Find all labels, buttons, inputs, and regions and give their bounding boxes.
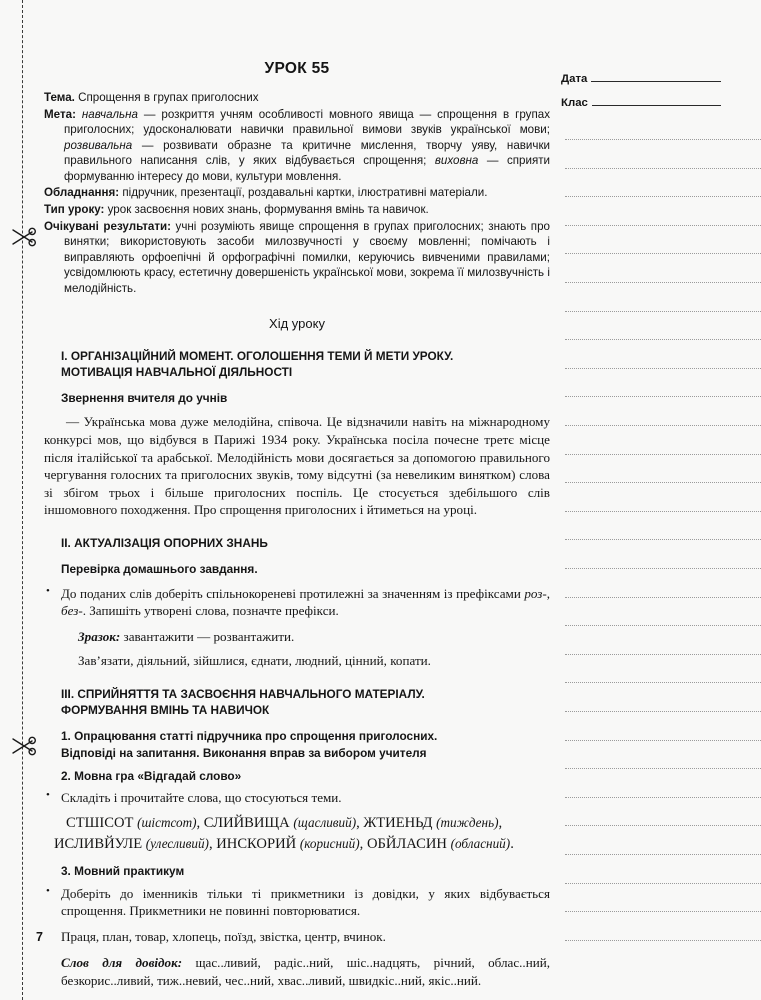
note-dotted-line[interactable] [565, 282, 761, 283]
section-three-practicum [44, 885, 550, 990]
meta-label-results: Очікувані результати: [44, 219, 171, 233]
meta-row-results [44, 219, 550, 297]
note-dotted-line[interactable] [565, 625, 761, 626]
sep-6: . [510, 835, 514, 852]
meta-text-results: учні розуміють явище спрощення в групах приголосних; знають про винятки; використовують засоби милозвучності у своєму мовленні; помічають і виправляють орфоепічні й орфографічні помилки, керуючись вивченими правилами; усвідомлюють красу, естетичну довершеність української мови, зокрема її милозвучність і мелодійність. [64, 219, 550, 295]
section-two-body [44, 585, 550, 670]
note-dotted-line[interactable] [565, 168, 761, 169]
note-dotted-line[interactable] [565, 911, 761, 912]
meta-label-type: Тип уроку: [44, 203, 105, 217]
meta-text-equipment: підручник, презентації, роздавальні картки, ілюстративні матеріали. [119, 186, 488, 200]
date-field[interactable] [561, 72, 721, 85]
meta-row-equipment [44, 185, 550, 201]
scrambled-word-6: ОБЙЛАСИН [366, 835, 447, 852]
word-list-row: Зав’язати, діяльний, зійшлися, єднати, людний, цінний, копати. [78, 653, 431, 669]
cut-dashed-line [22, 0, 23, 1000]
scrambled-word-3: ЖТИЕНЬД [363, 814, 433, 831]
sep-2: , [356, 814, 364, 831]
note-dotted-line[interactable] [565, 396, 761, 397]
goal-type-educational: виховна [434, 154, 479, 168]
sep-1: , [196, 814, 204, 831]
task-text-post: . Запишіть утворені слова, позначте префікси. [82, 603, 339, 619]
class-write-line[interactable] [592, 96, 721, 106]
note-dotted-line[interactable] [565, 225, 761, 226]
prefix-bez: без- [61, 603, 83, 619]
sep-5: , [359, 835, 367, 852]
note-dotted-line[interactable] [565, 196, 761, 197]
meta-row-theme [44, 90, 550, 106]
answer-word-3: (тиждень) [436, 814, 499, 830]
answer-word-4: (улесливий) [145, 835, 209, 851]
scrambled-words-block [44, 813, 550, 854]
subheading-item-two: 2. Мовна гра «Відгадай слово» [61, 769, 242, 783]
note-dotted-line[interactable] [565, 654, 761, 655]
task-sep: , [546, 585, 550, 601]
page-number: 7 [36, 930, 43, 944]
sep-3: , [498, 814, 503, 831]
notes-rail [555, 0, 761, 1000]
list-item [44, 585, 550, 620]
subheading-item-one [44, 728, 550, 761]
note-dotted-line[interactable] [565, 454, 761, 455]
section-one-line1: I. ОРГАНІЗАЦІЙНИЙ МОМЕНТ. ОГОЛОШЕННЯ ТЕМИ Й МЕТИ УРОКУ. [61, 348, 454, 363]
note-dotted-line[interactable] [565, 339, 761, 340]
scrambled-word-1: СТШІСОТ [66, 814, 134, 831]
class-label: Клас [561, 97, 588, 109]
note-dotted-line[interactable] [565, 539, 761, 540]
reference-row [44, 954, 550, 989]
class-field[interactable] [561, 96, 721, 109]
answer-word-5: (корисний) [299, 835, 360, 851]
task-text-pre: До поданих слів доберіть спільнокореневі протилежні за значенням із префіксами [61, 585, 525, 601]
note-dotted-line[interactable] [565, 682, 761, 683]
note-dotted-line[interactable] [565, 797, 761, 798]
meta-label-goal: Мета: [44, 107, 76, 121]
answer-word-6: (обласний) [450, 835, 511, 851]
note-dotted-line[interactable] [565, 511, 761, 512]
section-heading-one [44, 348, 550, 381]
note-dotted-line[interactable] [565, 740, 761, 741]
subheading-item-three: 3. Мовний практикум [61, 864, 185, 879]
note-dotted-line[interactable] [565, 139, 761, 140]
sample-text: завантажити — розвантажити. [120, 628, 295, 644]
note-dotted-line[interactable] [565, 253, 761, 254]
note-dotted-line[interactable] [565, 311, 761, 312]
section-one-line2: МОТИВАЦІЯ НАВЧАЛЬНОЇ ДІЯЛЬНОСТІ [61, 364, 293, 379]
page-title: УРОК 55 [264, 60, 330, 77]
meta-row-goal: Мета: навчальна — розкриття учням особливості мовного явища — спрощення в групах приголосних; удосконалювати навички правильної вимови звуків української мови; розвивальна — розвивати образне та критичне мислення, творчу уяву, навички правильного написання слів, у яких відбувається спрощення; виховна — сприяти формуванню інтересу до мови, культури мовлення. [44, 107, 551, 183]
meta-label-theme: Тема. [44, 91, 75, 104]
section-three-line1: III. СПРИЙНЯТТЯ ТА ЗАСВОЄННЯ НАВЧАЛЬНОГО МАТЕРІАЛУ. [61, 686, 425, 701]
list-item: • Складіть і прочитайте слова, що стосуються теми. [44, 789, 550, 807]
subheading-homework-check: Перевірка домашнього завдання. [61, 562, 258, 577]
prefix-roz: роз- [524, 585, 547, 601]
scrambled-word-2: СЛИЙВИЩА [203, 814, 290, 831]
meta-label-equipment: Обладнання: [44, 186, 120, 200]
note-dotted-line[interactable] [565, 854, 761, 855]
lesson-meta-block [44, 90, 550, 297]
note-dotted-line[interactable] [565, 768, 761, 769]
date-label: Дата [561, 73, 588, 85]
date-write-line[interactable] [591, 72, 721, 82]
section-heading-two: II. АКТУАЛІЗАЦІЯ ОПОРНИХ ЗНАНЬ [61, 535, 268, 550]
note-dotted-line[interactable] [565, 940, 761, 941]
section-three-line2: ФОРМУВАННЯ ВМІНЬ ТА НАВИЧОК [61, 703, 270, 718]
item-one-line1: 1. Опрацювання статті підручника про спрощення приголосних. [61, 729, 438, 744]
note-dotted-line[interactable] [565, 711, 761, 712]
sep-4: , [208, 835, 217, 852]
section-heading-three [44, 686, 550, 719]
note-dotted-line[interactable] [565, 368, 761, 369]
answer-word-1: (шістсот) [137, 814, 197, 830]
note-dotted-line[interactable] [565, 425, 761, 426]
list-item: • Доберіть до іменників тільки ті прикметники із довідки, у яких відбувається спрощення. Прикметники не повинні повторюватися. [44, 885, 550, 920]
note-dotted-line[interactable] [565, 597, 761, 598]
scissors-icon [9, 222, 37, 252]
course-heading: Хід уроку [269, 315, 325, 331]
sample-row [44, 628, 550, 646]
scissors-icon [9, 731, 37, 761]
lesson-sheet [44, 0, 550, 1000]
subheading-teacher-address: Звернення вчителя до учнів [61, 391, 228, 406]
reference-words: щас..ливий, радіс..ний, шіс..надцять, річний, облас..ний, безкорис..ливий, тиж..невий, чес..ний, хвас..ливий, швидкіс..ний, якіс..ний. [61, 955, 550, 989]
section-one-body [44, 413, 550, 519]
note-dotted-line[interactable] [565, 482, 761, 483]
scrambled-word-4: ИСЛИВЙУЛЕ [54, 835, 143, 852]
scrambled-word-5: ИНСКОРИЙ [216, 835, 297, 852]
note-dotted-line[interactable] [565, 883, 761, 884]
meta-text-theme: Спрощення в групах приголосних [74, 91, 259, 104]
intro-paragraph: — Українська мова дуже мелодійна, співоча. Це відзначили навіть на міжнародному конкурсі мов, що відбувся в Парижі 1934 року. Українська посіла почесне третє місце після італійської та арабської. Мелодійність мови досягається за допомогою правильного чергування голосних та приголосних звуків, тому відсутні (за невеликим винятком) слова зі збігом трьох і більше приголосних поспіль. Це стосується здебільшого слів іншомовного походження. Про спрощення приголосних і йтиметься на уроці. [44, 414, 550, 518]
section-three-game [44, 789, 550, 807]
goal-type-teaching: навчальна [81, 107, 138, 121]
note-dotted-line[interactable] [565, 568, 761, 569]
reference-label: Слов для довідок: [61, 955, 183, 971]
goal-type-developing: розвивальна [64, 138, 133, 152]
meta-text-type: урок засвоєння нових знань, формування вмінь та навичок. [104, 203, 429, 217]
answer-word-2: (щасливий) [293, 814, 357, 830]
note-dotted-line[interactable] [565, 825, 761, 826]
sample-label: Зразок: [78, 628, 121, 644]
item-one-line2: Відповіді на запитання. Виконання вправ за вибором учителя [61, 745, 427, 760]
meta-row-type [44, 202, 550, 218]
noun-list-row: Праця, план, товар, хлопець, поїзд, звістка, центр, вчинок. [61, 928, 386, 944]
